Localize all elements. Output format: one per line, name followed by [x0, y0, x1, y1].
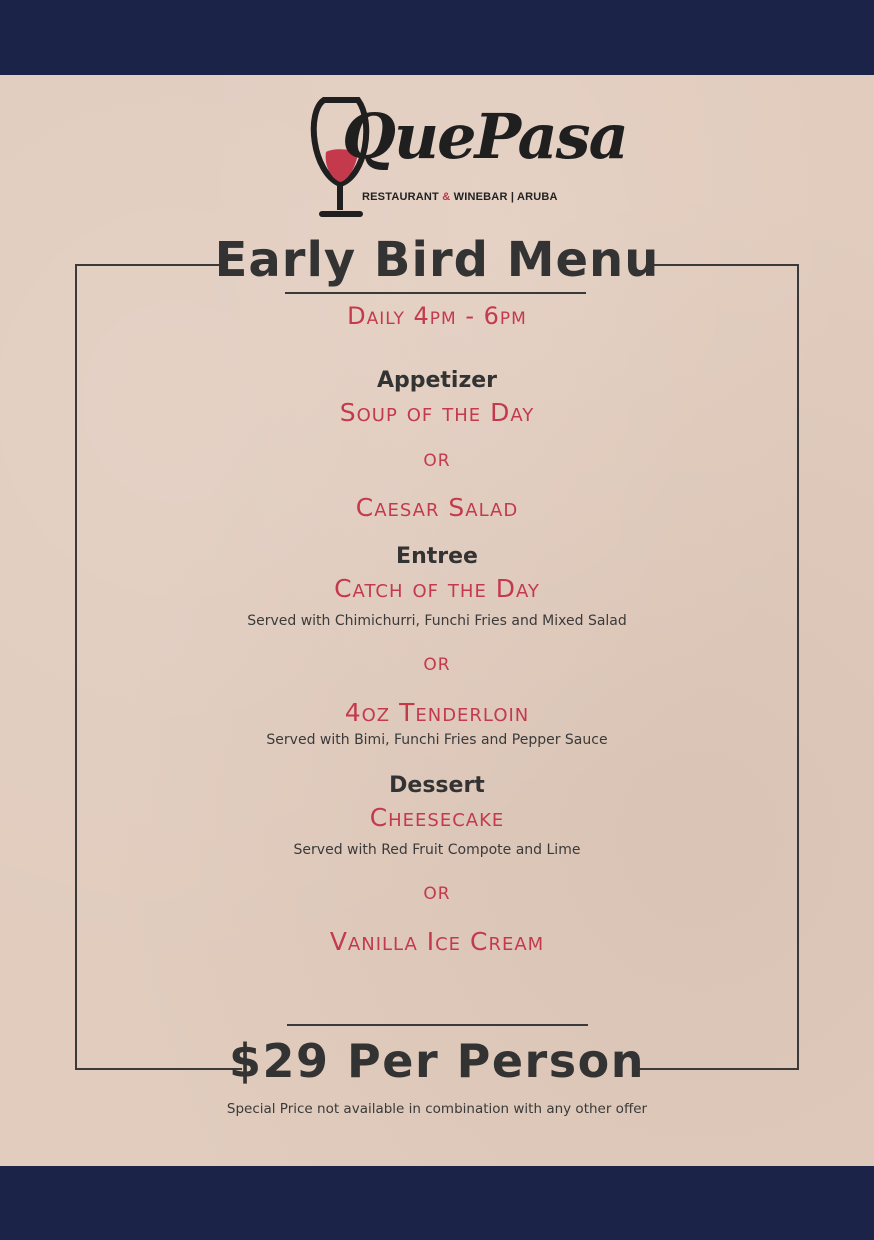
menu-item-description: Served with Red Fruit Compote and Lime	[293, 842, 581, 858]
logo-wordmark: QuePasa	[342, 100, 627, 173]
menu-item-catch-of-the-day: Catch of the Day	[334, 574, 540, 603]
or-divider: or	[423, 444, 451, 472]
price-divider	[287, 1024, 588, 1026]
bottom-band	[0, 1166, 874, 1240]
restaurant-logo	[300, 92, 627, 222]
menu-item-description: Served with Chimichurri, Funchi Fries and Mixed Salad	[247, 613, 627, 629]
title-underline	[285, 292, 586, 294]
logo-tagline-amp: &	[442, 191, 451, 203]
section-heading-dessert: Dessert	[389, 773, 485, 798]
or-divider: or	[423, 877, 451, 905]
menu-item-vanilla-ice-cream: Vanilla Ice Cream	[329, 927, 545, 956]
menu-item-soup: Soup of the Day	[339, 398, 535, 427]
top-band	[0, 0, 874, 75]
section-heading-entree: Entree	[396, 544, 478, 569]
logo-tagline-right: WINEBAR | ARUBA	[450, 191, 558, 203]
section-heading-appetizer: Appetizer	[376, 368, 498, 393]
menu-item-cheesecake: Cheesecake	[369, 803, 505, 832]
menu-item-caesar-salad: Caesar Salad	[355, 493, 519, 522]
price-footnote: Special Price not available in combination with any other offer	[226, 1101, 648, 1117]
menu-item-description: Served with Bimi, Funchi Fries and Pepper Sauce	[266, 732, 608, 748]
logo-tagline-left: RESTAURANT	[362, 191, 443, 203]
logo-tagline	[362, 191, 558, 203]
or-divider: or	[423, 648, 451, 676]
menu-hours: Daily 4pm - 6pm	[347, 302, 527, 330]
menu-title: Early Bird Menu	[214, 232, 660, 288]
menu-item-tenderloin: 4oz Tenderloin	[344, 698, 530, 727]
menu-price: $29 Per Person	[229, 1034, 645, 1088]
